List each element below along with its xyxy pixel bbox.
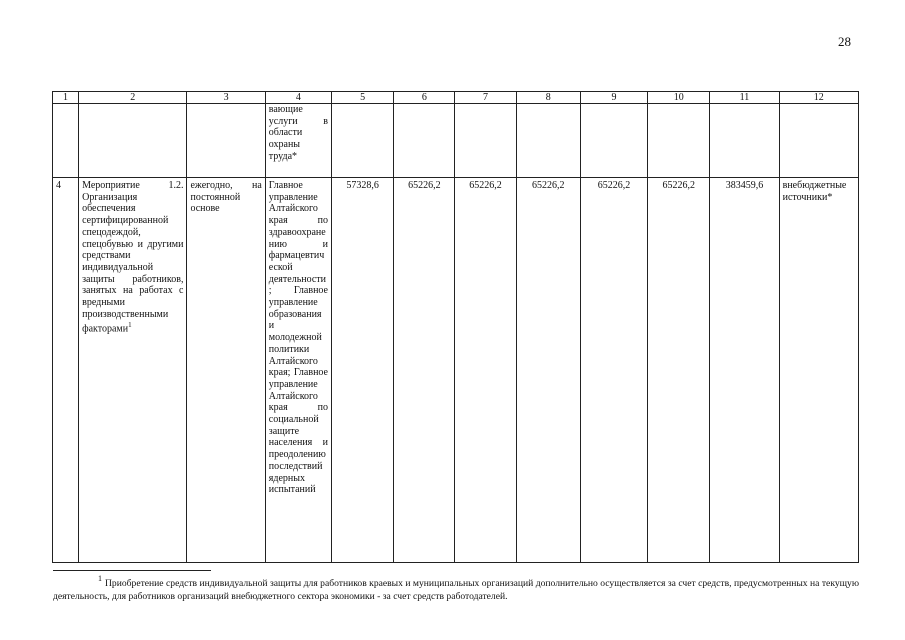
footnote-divider xyxy=(53,570,211,571)
footnote-text: Приобретение средств индивидуальной защиты для работников краевых и муниципальных организаций дополнительно осуществляется за счет средств, предусмотренных на текущую деятельность, для работников организаций внебюджетного сектора экономики - за счет средств работодателей. xyxy=(53,578,859,602)
col-header: 12 xyxy=(779,92,858,104)
col-header: 5 xyxy=(332,92,394,104)
row-number: 4 xyxy=(53,178,79,563)
col-header: 8 xyxy=(516,92,580,104)
source-cell: внебюджетные источники* xyxy=(779,178,858,563)
executor-continuation: вающие услуги в области охраны труда* xyxy=(265,104,331,178)
value-col10: 65226,2 xyxy=(648,178,710,563)
col-header: 11 xyxy=(710,92,779,104)
value-col5: 57328,6 xyxy=(332,178,394,563)
value-col8: 65226,2 xyxy=(516,178,580,563)
value-col11: 383459,6 xyxy=(710,178,779,563)
footnote xyxy=(53,574,859,603)
measure-text: Мероприятие 1.2. Организация обеспечения сертифицированной спецодеждой, спецобувью и другими средствами индивидуальной защиты работников, занятых на работах с вредными производственными факторами xyxy=(82,180,184,335)
table-row xyxy=(53,178,859,563)
period-cell: ежегодно, на постоянной основе xyxy=(187,178,265,563)
program-table xyxy=(52,91,859,563)
col-header: 10 xyxy=(648,92,710,104)
footnote-ref: 1 xyxy=(128,321,132,330)
value-col9: 65226,2 xyxy=(580,178,647,563)
value-col7: 65226,2 xyxy=(455,178,516,563)
col-header: 3 xyxy=(187,92,265,104)
col-header: 2 xyxy=(79,92,187,104)
footnote-mark: 1 xyxy=(98,574,102,583)
value-col6: 65226,2 xyxy=(394,178,455,563)
continuation-row xyxy=(53,104,859,178)
col-header: 7 xyxy=(455,92,516,104)
col-header: 6 xyxy=(394,92,455,104)
col-header: 4 xyxy=(265,92,331,104)
col-header: 9 xyxy=(580,92,647,104)
page-number: 28 xyxy=(838,34,851,49)
header-row xyxy=(53,92,859,104)
col-header: 1 xyxy=(53,92,79,104)
measure-cell xyxy=(79,178,187,563)
executor-cell: Главное управление Алтайского края по здравоохранению и фармацевтической деятельности; Главное управление образования и молодежной политики Алтайского края; Главное управление Алтайского края по социальной защите населения и преодолению последствий ядерных испытаний xyxy=(265,178,331,563)
